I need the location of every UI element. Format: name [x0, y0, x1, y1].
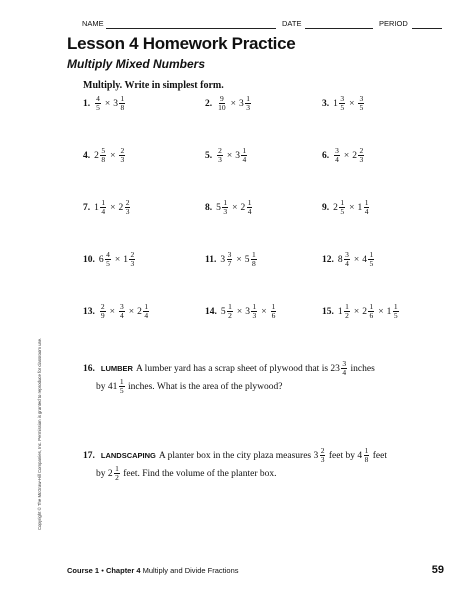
problem-9 — [322, 199, 370, 216]
problem-text: A lumber yard has a scrap sheet of plywood that is — [135, 364, 331, 374]
date-label: DATE — [282, 19, 302, 28]
denominator: 5 — [106, 259, 110, 268]
fraction — [368, 251, 374, 268]
fraction — [100, 199, 106, 216]
denominator: 3 — [130, 259, 135, 268]
fraction — [119, 303, 125, 320]
fraction — [241, 147, 247, 164]
footer-course: Course 1 — [67, 566, 100, 575]
problem-number: 8. — [205, 202, 213, 213]
period-blank — [412, 28, 442, 29]
numerator: 2 — [130, 250, 135, 259]
numerator: 4 — [106, 250, 110, 259]
numerator: 1 — [228, 302, 232, 311]
denominator: 4 — [144, 311, 149, 320]
whole-number: 5 — [216, 202, 221, 213]
denominator: 4 — [242, 155, 247, 164]
fraction — [125, 199, 131, 216]
times-sign: × — [353, 306, 360, 317]
times-sign: × — [232, 202, 238, 213]
problem-number: 14. — [205, 306, 217, 317]
whole-number: 1 — [94, 202, 99, 213]
times-sign: × — [128, 306, 135, 317]
times-sign: × — [349, 202, 355, 213]
problem-number: 5. — [205, 150, 213, 161]
fraction: $\frac{1}{8}$ — [364, 446, 369, 465]
problem-text: by — [96, 382, 108, 392]
word-problem-line — [83, 465, 423, 483]
fraction — [358, 147, 364, 164]
fraction — [119, 147, 125, 164]
problem-number: 3. — [322, 98, 330, 109]
numerator: 1 — [223, 198, 228, 207]
denominator: 3 — [246, 103, 250, 112]
denominator: 8 — [101, 155, 106, 164]
fraction — [358, 95, 364, 112]
numerator: 1 — [251, 250, 256, 259]
problem-number: 15. — [322, 306, 334, 317]
problem-label: LUMBER — [100, 364, 133, 373]
problem-number: 2. — [205, 98, 213, 109]
times-sign: × — [230, 98, 236, 109]
problem-number: 9. — [322, 202, 330, 213]
numerator: 3 — [340, 94, 345, 103]
problem-number: 16. — [83, 364, 95, 374]
whole-number: 5 — [220, 306, 226, 317]
fraction — [344, 303, 350, 320]
period-label: PERIOD — [379, 19, 408, 28]
problem-11 — [205, 251, 258, 268]
whole-number: 5 — [244, 254, 250, 265]
whole-number: 2 — [137, 306, 142, 317]
problem-number: 11. — [205, 254, 217, 265]
fraction — [119, 95, 125, 112]
name-label: NAME — [82, 19, 104, 28]
name-blank — [106, 28, 276, 29]
copyright-notice: Copyright © The McGraw-Hill Companies, Inc. Permission is granted to reproduce for classroom use. — [37, 337, 42, 530]
numerator: 1 — [271, 302, 276, 311]
problem-3 — [322, 95, 365, 112]
whole-number: 4 — [362, 254, 367, 265]
numerator: 1 — [101, 198, 106, 207]
denominator: 5 — [340, 207, 345, 216]
fraction — [100, 303, 106, 320]
numerator: 3 — [335, 146, 339, 155]
times-sign: × — [104, 98, 111, 109]
word-problem-17 — [83, 447, 423, 483]
problem-2 — [205, 95, 252, 112]
whole-number: 2 — [240, 202, 246, 213]
whole-number: 6 — [98, 254, 104, 265]
page-number: 59 — [431, 564, 444, 576]
denominator: 3 — [120, 155, 125, 164]
times-sign: × — [261, 306, 267, 317]
problem-number: 6. — [322, 150, 330, 161]
whole-number: 3 — [313, 451, 319, 461]
denominator: 3 — [252, 311, 257, 320]
problem-text: by — [96, 469, 108, 479]
times-sign: × — [114, 254, 121, 265]
whole-number: 3 — [113, 98, 118, 109]
word-problem-16 — [83, 360, 423, 396]
denominator: 3 — [223, 207, 228, 216]
times-sign: × — [226, 150, 233, 161]
fraction — [271, 303, 277, 320]
denominator: 6 — [369, 311, 374, 320]
denominator: 8 — [251, 259, 256, 268]
problem-text: inches — [348, 364, 375, 374]
instructions: Multiply. Write in simplest form. — [83, 80, 224, 91]
fraction — [344, 251, 350, 268]
whole-number: 23 — [330, 364, 340, 374]
whole-number: 2 — [107, 469, 113, 479]
denominator: 6 — [271, 311, 276, 320]
problem-number: 12. — [322, 254, 334, 265]
numerator: 1 — [242, 146, 247, 155]
problem-number: 10. — [83, 254, 95, 265]
whole-number: 2 — [362, 306, 367, 317]
page-subtitle: Multiply Mixed Numbers — [67, 57, 206, 71]
fraction — [129, 251, 135, 268]
numerator: 1 — [246, 94, 250, 103]
numerator: 1 — [144, 302, 149, 311]
times-sign: × — [343, 150, 350, 161]
numerator: 1 — [247, 198, 252, 207]
numerator: 3 — [345, 250, 349, 259]
fraction — [222, 199, 228, 216]
page-footer — [67, 566, 444, 575]
times-sign: × — [110, 150, 116, 161]
whole-number: 41 — [107, 382, 118, 392]
problem-text: inches. What is the area of the plywood? — [125, 382, 283, 392]
fraction — [247, 199, 253, 216]
page-title: Lesson 4 Homework Practice — [67, 34, 296, 53]
numerator: 1 — [369, 250, 374, 259]
problem-number: 17. — [83, 451, 95, 461]
footer-chapter: Chapter 4 — [105, 566, 141, 575]
whole-number: 1 — [333, 98, 338, 109]
numerator: 3 — [227, 250, 232, 259]
denominator: 5 — [96, 103, 100, 112]
problem-text: feet by — [326, 451, 358, 461]
date-blank — [305, 28, 373, 29]
numerator: 2 — [100, 302, 105, 311]
problem-label: LANDSCAPING — [100, 451, 156, 460]
numerator: 3 — [119, 302, 124, 311]
fraction: $\frac{1}{5}$ — [119, 377, 124, 396]
numerator: 3 — [359, 94, 364, 103]
numerator: 1 — [345, 302, 349, 311]
whole-number: 2 — [94, 150, 99, 161]
whole-number: 4 — [357, 451, 363, 461]
numerator: 4 — [96, 94, 100, 103]
fraction — [100, 147, 106, 164]
denominator: 4 — [335, 155, 339, 164]
problem-number: 4. — [83, 150, 91, 161]
denominator: 2 — [345, 311, 349, 320]
times-sign: × — [236, 254, 242, 265]
whole-number: 3 — [220, 254, 226, 265]
fraction — [364, 199, 370, 216]
fraction — [393, 303, 399, 320]
fraction — [251, 303, 257, 320]
denominator: 8 — [120, 103, 125, 112]
whole-number: 1 — [386, 306, 392, 317]
problem-15 — [322, 303, 400, 320]
fraction — [227, 251, 233, 268]
fraction: $\frac{1}{2}$ — [115, 464, 119, 483]
denominator: 4 — [345, 259, 349, 268]
word-problem-line — [83, 378, 423, 396]
problem-12 — [322, 251, 375, 268]
times-sign: × — [109, 306, 115, 317]
numerator: 1 — [393, 302, 398, 311]
numerator: 2 — [125, 198, 130, 207]
footer-chapter-title: Multiply and Divide Fractions — [142, 566, 239, 575]
numerator: 2 — [218, 146, 222, 155]
fraction — [245, 95, 251, 112]
whole-number: 2 — [352, 150, 357, 161]
numerator: 1 — [252, 302, 257, 311]
problem-8 — [205, 199, 253, 216]
whole-number: 1 — [357, 202, 363, 213]
whole-number: 2 — [333, 202, 338, 213]
whole-number: 2 — [118, 202, 124, 213]
problem-text: feet — [370, 451, 387, 461]
fraction — [105, 251, 111, 268]
denominator: 5 — [369, 259, 374, 268]
fraction — [217, 147, 223, 164]
fraction — [368, 303, 374, 320]
problem-text: A planter box in the city plaza measures — [158, 451, 314, 461]
times-sign: × — [236, 306, 243, 317]
denominator: 3 — [359, 155, 364, 164]
times-sign: × — [353, 254, 360, 265]
whole-number: 1 — [337, 306, 343, 317]
problem-number: 1. — [83, 98, 91, 109]
numerator: 9 — [220, 94, 224, 103]
problem-13 — [83, 303, 150, 320]
fraction — [143, 303, 149, 320]
problem-number: 13. — [83, 306, 95, 317]
problem-14 — [205, 303, 277, 320]
fraction — [339, 95, 345, 112]
fraction: $\frac{2}{3}$ — [320, 446, 325, 465]
denominator: 9 — [100, 311, 105, 320]
whole-number: 1 — [123, 254, 128, 265]
denominator: 5 — [340, 103, 345, 112]
problem-5 — [205, 147, 248, 164]
fraction — [227, 303, 233, 320]
denominator: 4 — [101, 207, 106, 216]
word-problem-line — [83, 447, 423, 465]
problem-text: feet. Find the volume of the planter box. — [120, 469, 277, 479]
problem-6 — [322, 147, 365, 164]
footer-bullet: • — [101, 566, 104, 575]
whole-number: 3 — [238, 98, 244, 109]
denominator: 5 — [359, 103, 364, 112]
numerator: 2 — [359, 146, 364, 155]
fraction — [339, 199, 345, 216]
denominator: 4 — [247, 207, 252, 216]
denominator: 3 — [218, 155, 222, 164]
times-sign: × — [349, 98, 355, 109]
numerator: 1 — [369, 302, 374, 311]
denominator: 7 — [227, 259, 232, 268]
problem-4 — [83, 147, 126, 164]
word-problem-line — [83, 360, 423, 378]
denominator: 4 — [364, 207, 369, 216]
numerator: 2 — [120, 146, 125, 155]
numerator: 5 — [101, 146, 106, 155]
header-fields — [82, 19, 442, 31]
fraction: $\frac{3}{4}$ — [342, 359, 347, 378]
problem-1 — [83, 95, 126, 112]
fraction — [95, 95, 101, 112]
times-sign: × — [110, 202, 116, 213]
fraction — [217, 95, 227, 112]
denominator: 2 — [228, 311, 232, 320]
times-sign: × — [378, 306, 384, 317]
denominator: 4 — [119, 311, 124, 320]
problem-10 — [83, 251, 136, 268]
whole-number: 3 — [245, 306, 250, 317]
problem-number: 7. — [83, 202, 91, 213]
denominator: 10 — [218, 103, 226, 112]
denominator: 3 — [125, 207, 130, 216]
whole-number: 3 — [235, 150, 240, 161]
whole-number: 8 — [337, 254, 343, 265]
denominator: 5 — [393, 311, 398, 320]
numerator: 1 — [120, 94, 125, 103]
fraction — [334, 147, 340, 164]
problem-7 — [83, 199, 131, 216]
numerator: 1 — [364, 198, 369, 207]
numerator: 1 — [340, 198, 345, 207]
fraction — [251, 251, 257, 268]
